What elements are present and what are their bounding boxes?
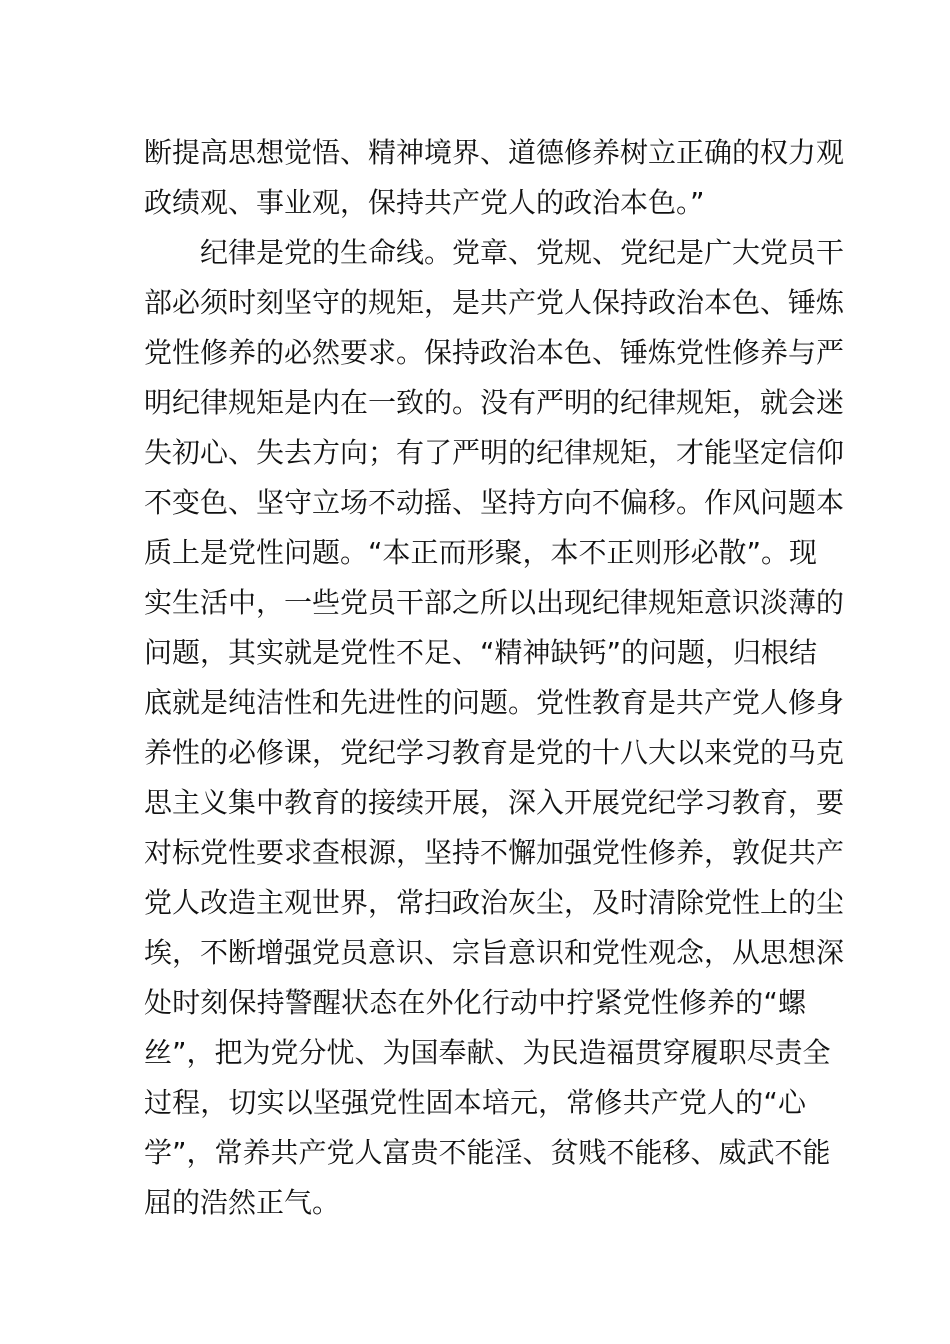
text-line: 屈的浩然正气。 [144,1186,341,1219]
text-line: 明纪律规矩是内在一致的。没有严明的纪律规矩，就会迷 [144,386,845,419]
text-line: 底就是纯洁性和先进性的问题。党性教育是共产党人修身 [144,686,845,719]
paragraph-1 [144,128,845,228]
text-line: 失初心、失去方向；有了严明的纪律规矩，才能坚定信仰 [144,436,845,469]
text-line: 学”，常养共产党人富贵不能淫、贫贱不能移、威武不能 [144,1136,831,1169]
text-line: 问题，其实就是党性不足、“精神缺钙”的问题，归根结 [144,636,818,669]
text-line: 党性修养的必然要求。保持政治本色、锤炼党性修养与严 [144,336,845,369]
text-line: 对标党性要求查根源，坚持不懈加强党性修养，敦促共产 [144,836,845,869]
text-line: 断提高思想觉悟、精神境界、道德修养树立正确的权力观 [144,136,845,169]
document-body [144,128,845,1228]
text-line: 党人改造主观世界，常扫政治灰尘，及时清除党性上的尘 [144,886,845,919]
text-line: 纪律是党的生命线。党章、党规、党纪是广大党员干 [200,236,845,269]
text-line: 质上是党性问题。“本正而形聚，本不正则形必散”。现 [144,536,818,569]
text-line: 养性的必修课，党纪学习教育是党的十八大以来党的马克 [144,736,845,769]
text-line: 部必须时刻坚守的规矩，是共产党人保持政治本色、锤炼 [144,286,845,319]
text-line: 埃，不断增强党员意识、宗旨意识和党性观念，从思想深 [144,936,845,969]
text-line: 处时刻保持警醒状态在外化行动中拧紧党性修养的“螺 [144,986,806,1019]
text-line: 不变色、坚守立场不动摇、坚持方向不偏移。作风问题本 [144,486,845,519]
text-line: 丝”，把为党分忧、为国奉献、为民造福贯穿履职尽责全 [144,1036,831,1069]
text-line: 过程，切实以坚强党性固本培元，常修共产党人的“心 [144,1086,806,1119]
paragraph-2 [144,228,845,1228]
text-line: 思主义集中教育的接续开展，深入开展党纪学习教育，要 [144,786,845,819]
text-line: 政绩观、事业观，保持共产党人的政治本色。” [144,186,705,219]
text-line: 实生活中，一些党员干部之所以出现纪律规矩意识淡薄的 [144,586,845,619]
